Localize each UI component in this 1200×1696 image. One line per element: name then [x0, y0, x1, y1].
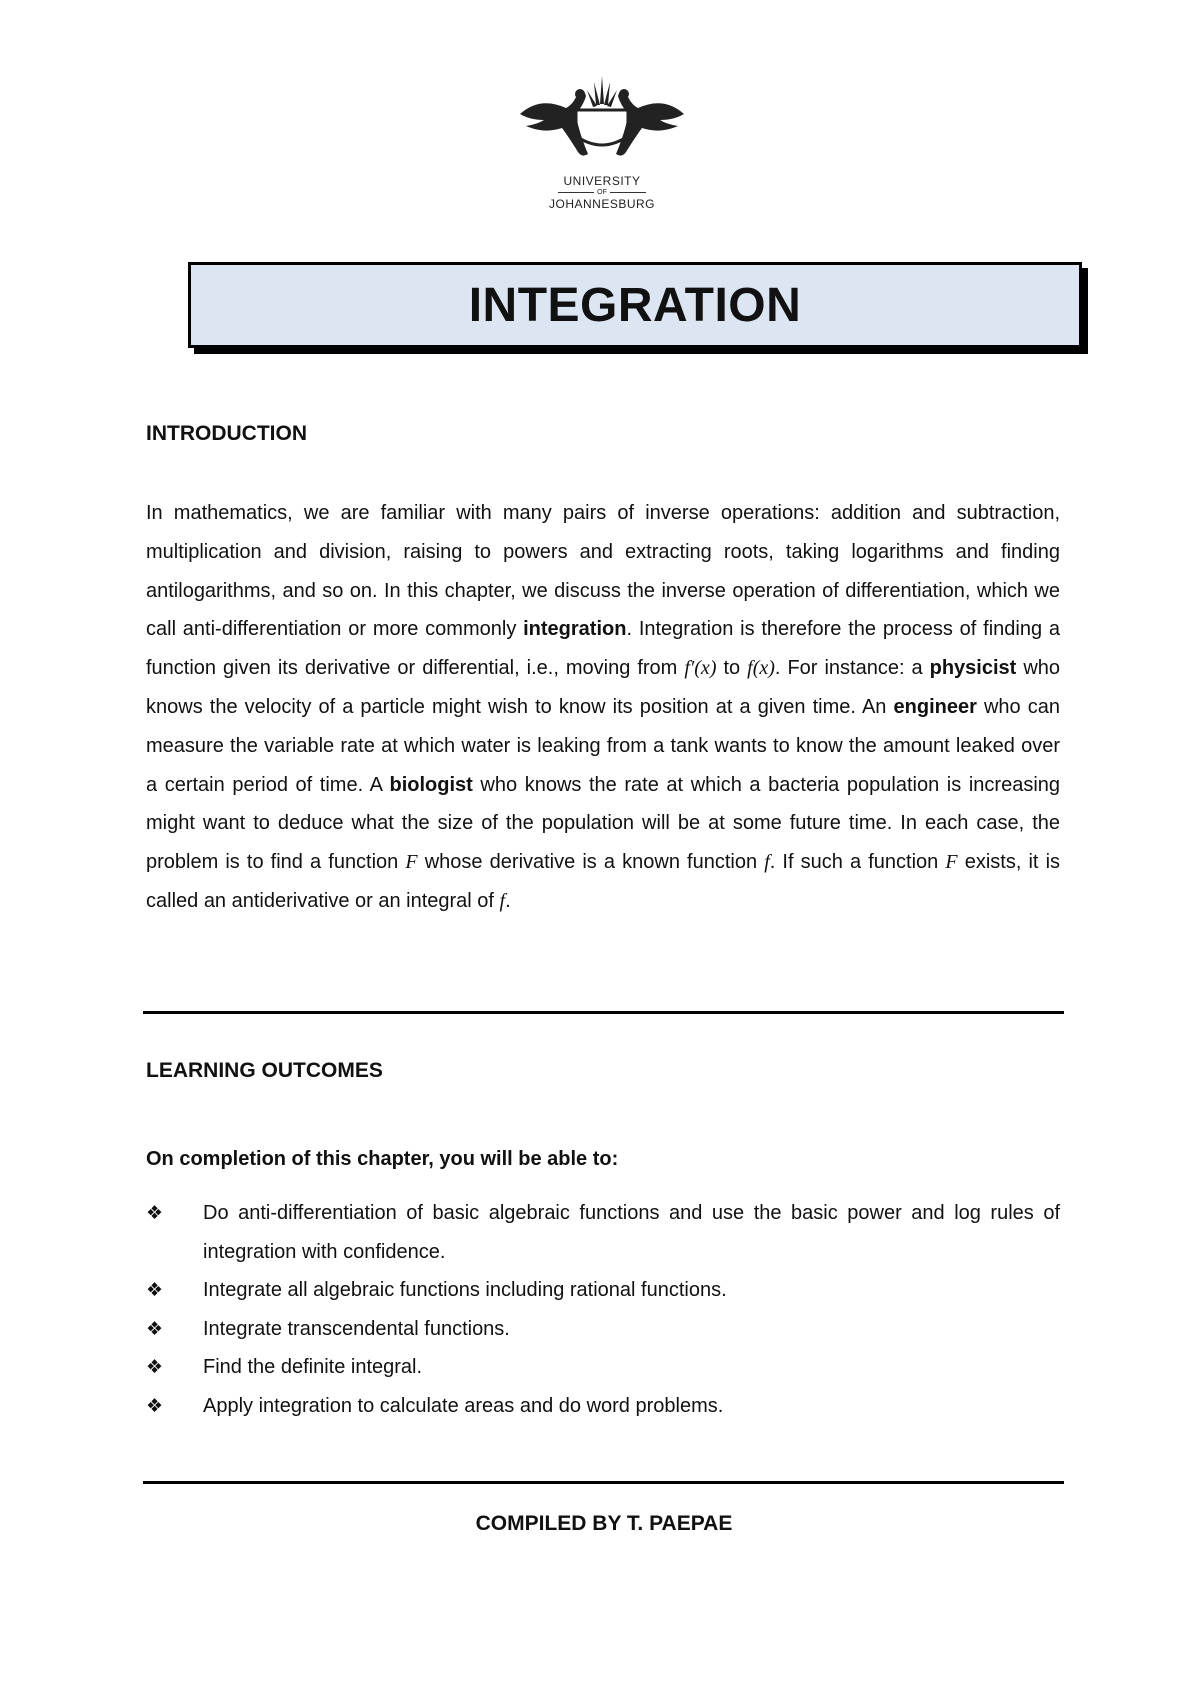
- four-diamond-bullet-icon: ❖: [146, 1279, 164, 1301]
- logo-text-of: OF: [508, 188, 696, 197]
- math-F: F: [945, 851, 958, 874]
- term-engineer: engineer: [893, 695, 977, 718]
- four-diamond-bullet-icon: ❖: [146, 1394, 164, 1417]
- introduction-paragraph: In mathematics, we are familiar with many pairs of inverse operations: addition and subtraction, multiplication and division, raising to powers and extracting roots, taking logarithms and finding antilogarithms, and so on. In this chapter, we discuss the inverse operation of differentiation, which we call anti-differentiation or more commonly integration. Integration is therefore the process of finding a function given its derivative or differential, i.e., moving from f′(x) to f(x). For instance: a physicist who knows the velocity of a particle might wish to know its position at a given time. An engineer who can measure the variable rate at which water is leaking from a tank wants to know the amount leaked over a certain period of time. A biologist who knows the rate at which a bacteria population is increasing might want to deduce what the size of the population will be at some future time. In each case, the problem is to find a function F whose derivative is a known function f. If such a function F exists, it is called an antiderivative or an integral of f.: [146, 502, 1061, 912]
- four-diamond-bullet-icon: ❖: [146, 1356, 164, 1378]
- outcomes-lead: On completion of this chapter, you will be able to:: [146, 1148, 619, 1170]
- math-f-prime-x: f′(x): [684, 657, 717, 680]
- introduction-heading: INTRODUCTION: [146, 422, 307, 445]
- math-f-x: f(x): [747, 657, 775, 680]
- math-f: f: [499, 889, 506, 912]
- term-integration: integration: [523, 618, 627, 641]
- list-item: ❖ Apply integration to calculate areas and do word problems.: [146, 1387, 1060, 1426]
- learning-outcomes-heading: LEARNING OUTCOMES: [146, 1059, 383, 1082]
- footer-compiled-by: COMPILED BY T. PAEPAE: [475, 1512, 733, 1535]
- page-title: INTEGRATION: [468, 278, 802, 332]
- four-diamond-bullet-icon: ❖: [146, 1317, 164, 1340]
- term-physicist: physicist: [929, 657, 1017, 680]
- divider: [143, 1481, 1064, 1484]
- term-biologist: biologist: [389, 773, 473, 796]
- logo-text-university: UNIVERSITY: [563, 174, 641, 188]
- university-logo: [508, 74, 696, 211]
- math-f: f: [764, 851, 770, 874]
- list-item: ❖ Integrate transcendental functions.: [146, 1310, 1060, 1349]
- divider: [143, 1011, 1064, 1014]
- title-box: [188, 262, 1082, 348]
- math-F: F: [405, 851, 418, 874]
- list-item: ❖ Integrate all algebraic functions including rational functions.: [146, 1271, 1060, 1310]
- university-crest-icon: [518, 74, 686, 174]
- logo-text-johannesburg: JOHANNESBURG: [548, 197, 655, 211]
- four-diamond-bullet-icon: ❖: [146, 1202, 164, 1224]
- list-item: ❖ Do anti-differentiation of basic algebraic functions and use the basic power and log rules of integration with confidence.: [146, 1194, 1060, 1271]
- outcomes-list: [146, 1194, 1060, 1425]
- list-item: ❖ Find the definite integral.: [146, 1348, 1060, 1387]
